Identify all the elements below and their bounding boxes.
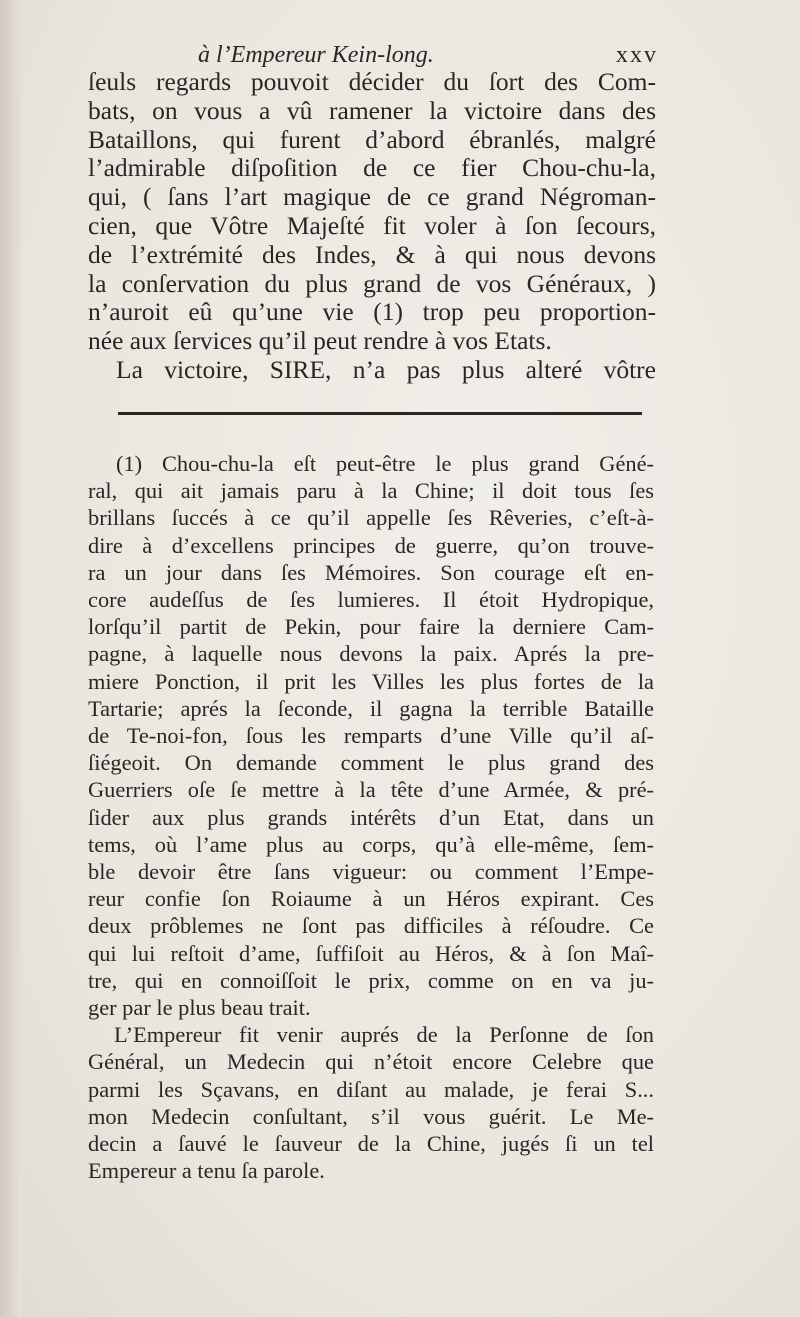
text-line: née aux ſervices qu’il peut rendre à vos Etats. [88,326,552,356]
footnote-line: brillans ſuccés à ce qu’il appelle ſes Rêveries, c’eſt-à- [88,505,654,531]
text-line: ſeuls regards pouvoit décider du ſort des Com- [88,67,656,96]
footnote-line: core audeſſus de ſes lumieres. Il étoit Hydropique, [88,587,654,613]
footnote-line: (1) Chou-chu-la eſt peut-être le plus grand Géné- [116,451,654,476]
footnote-line: deux prôblemes ne ſont pas difficiles à réſoudre. Ce [88,913,654,939]
footnote-line: qui lui reſtoit d’ame, ſuffiſoit au Héros, & à ſon Maî- [88,940,654,966]
footnote-block [88,450,654,1184]
footnote-line: L’Empereur fit venir auprés de la Perſonne de ſon [114,1022,654,1048]
footnote-line: ble devoir être ſans vigueur: ou comment l’Empe- [88,859,654,885]
text-line: n’auroit eû qu’une vie (1) trop peu proportion- [88,297,656,327]
footnote-line: de Te-noi-fon, ſous les remparts d’une Ville qu’il aſ- [88,723,654,749]
footnote-line: tre, qui en connoiſſoit le prix, comme on en va ju- [88,967,654,993]
footnote-line: mon Medecin conſultant, s’il vous guérit. Le Me- [88,1103,654,1129]
footnote-line: parmi les Sçavans, en diſant au malade, je ferai S... [88,1076,654,1102]
footnote-line: pagne, à laquelle nous devons la paix. Aprés la pre- [88,641,654,667]
footnote-line: Empereur a tenu ſa parole. [88,1158,325,1184]
footnote-line: miere Ponction, il prit les Villes les plus fortes de la [88,668,654,694]
running-head: à l’Empereur Kein-long. [198,42,434,68]
text-line: l’admirable diſpoſition de ce fier Chou-chu-la, [88,153,656,183]
footnote-line: Général, un Medecin qui n’étoit encore Celebre que [88,1049,654,1075]
footnote-separator-rule [118,412,642,415]
text-line: la conſervation du plus grand de vos Généraux, ) [88,268,656,298]
footnote-line: ſiégeoit. On demande comment le plus grand des [88,750,654,776]
footnote-line: ra un jour dans ſes Mémoires. Son courage eſt en- [88,559,654,585]
footnote-line: Guerriers oſe ſe mettre à la tête d’une Armée, & pré- [88,777,654,803]
footnote-line: ger par le plus beau trait. [88,995,311,1021]
footnote-line: ral, qui ait jamais paru à la Chine; il doit tous ſes [88,478,654,504]
page-number: xxv [616,42,658,68]
footnote-line: reur confie ſon Roiaume à un Héros expirant. Ces [88,886,654,912]
text-line: qui, ( ſans l’art magique de ce grand Négroman- [88,182,656,212]
text-line: cien, que Vôtre Majeſté fit voler à ſon ſecours, [88,210,656,240]
footnote-line: lorſqu’il partit de Pekin, pour faire la derniere Cam- [88,614,654,640]
footnote-line: Tartarie; aprés la ſeconde, il gagna la terrible Bataille [88,695,654,721]
page-gutter [0,0,22,1317]
footnote-line: dire à d’excellens principes de guerre, qu’on trouve- [88,532,654,558]
text-line: de l’extrémité des Indes, & à qui nous devons [88,239,656,269]
text-line: La victoire, SIRE, n’a pas plus alteré vôtre [116,354,656,384]
main-text-block [88,68,656,385]
footnote-line: ſider aux plus grands intérêts d’un Etat, dans un [88,804,654,830]
footnote-line: tems, où l’ame plus au corps, qu’à elle-même, ſem- [88,831,654,857]
text-line: bats, on vous a vû ramener la victoire dans des [88,95,656,125]
footnote-line: decin a ſauvé le ſauveur de la Chine, jugés ſi un tel [88,1131,654,1157]
text-line: Bataillons, qui furent d’abord ébranlés, malgré [88,124,656,154]
